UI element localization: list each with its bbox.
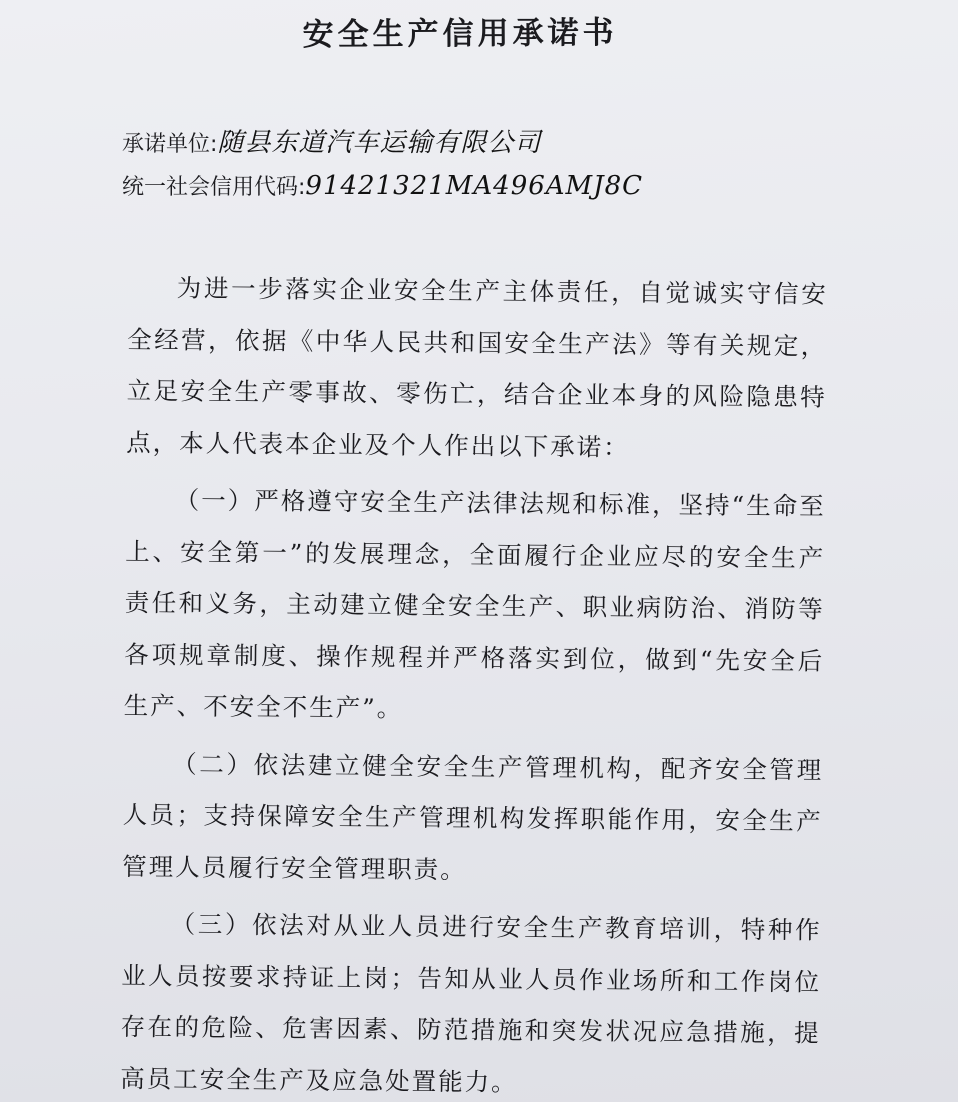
commitment-body	[120, 262, 828, 1102]
commitment-item-1: （一）严格遵守安全生产法律法规和标准，坚持“生命至上、安全第一”的发展理念，全面履行企业应尽的安全生产责任和义务，主动建立健全安全生产、职业病防治、消防等各项规章制度、操作规程并严格落实到位，做到“先安全后生产、不安全不生产”。	[123, 485, 826, 723]
credit-code-field	[122, 170, 643, 201]
commitment-item-3: （三）依法对从业人员进行安全生产教育培训，特种作业人员按要求持证上岗；告知从业人员作业场所和工作岗位存在的危险、危害因素、防范措施和突发状况应急措施，提高员工安全生产及应急处置能力。	[120, 909, 822, 1097]
credit-code-label: 统一社会信用代码:	[122, 175, 306, 200]
document-title: 安全生产信用承诺书	[302, 14, 618, 54]
committing-unit-label: 承诺单位:	[122, 132, 218, 157]
committing-unit-field	[122, 122, 541, 159]
credit-code-value: 91421321MA496AMJ8C	[305, 171, 644, 201]
commitment-item-2: （二）依法建立健全安全生产管理机构，配齐安全管理人员；支持保障安全生产管理机构发挥职能作用，安全生产管理人员履行安全管理职责。	[122, 748, 824, 884]
committing-unit-value: 随县东道汽车运输有限公司	[217, 128, 542, 158]
intro-paragraph: 为进一步落实企业安全生产主体责任，自觉诚实守信安全经营，依据《中华人民共和国安全生产法》等有关规定，立足安全生产零事故、零伤亡，结合企业本身的风险隐患特点，本人代表本企业及个人作出以下承诺：	[126, 273, 828, 462]
